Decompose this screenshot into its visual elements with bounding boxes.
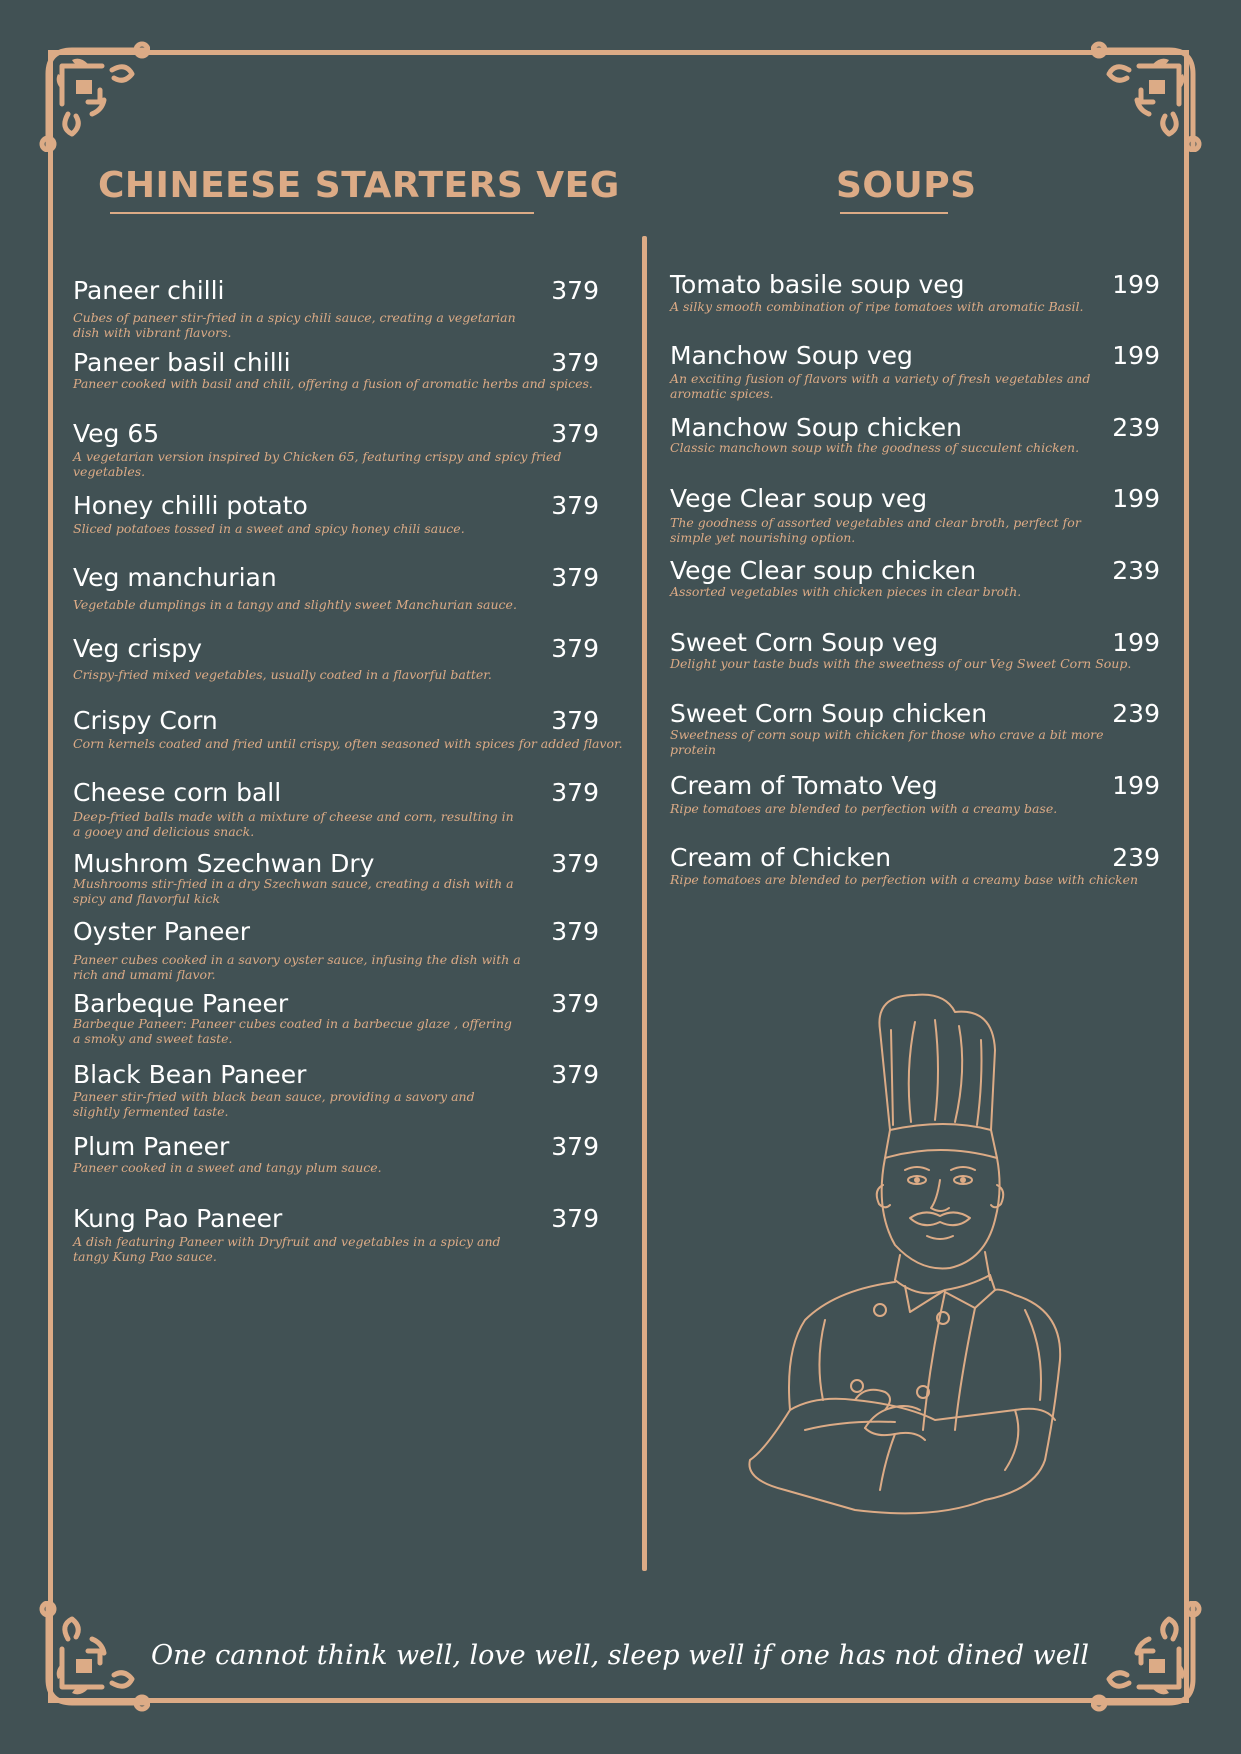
item-description: A silky smooth combination of ripe tomatoes with aromatic Basil. [670,299,1084,314]
item-description: Paneer cubes cooked in a savory oyster sauce, infusing the dish with a rich and umami flavor. [73,952,521,982]
item-price: 239 [1112,556,1160,585]
corner-ornament-icon [32,34,150,152]
item-name: Paneer basil chilli [73,348,291,377]
item-description: Sweetness of corn soup with chicken for those who crave a bit more protein [670,727,1104,757]
item-name: Mushrom Szechwan Dry [73,849,375,878]
item-price: 199 [1112,771,1160,800]
item-price: 379 [551,348,599,377]
item-price: 379 [551,706,599,735]
item-name: Sweet Corn Soup chicken [670,699,988,728]
column-divider [642,236,647,1571]
item-description: Vegetable dumplings in a tangy and slightly sweet Manchurian sauce. [73,597,517,612]
item-name: Cheese corn ball [73,778,282,807]
item-price: 379 [551,491,599,520]
item-description: Ripe tomatoes are blended to perfection with a creamy base with chicken [670,872,1139,887]
item-name: Tomato basile soup veg [670,270,965,299]
item-description: Paneer cooked in a sweet and tangy plum sauce. [73,1160,382,1175]
item-description: Delight your taste buds with the sweetness of our Veg Sweet Corn Soup. [670,656,1132,671]
item-name: Black Bean Paneer [73,1060,307,1089]
item-description: Paneer cooked with basil and chili, offering a fusion of aromatic herbs and spices. [73,376,593,391]
item-description: Barbeque Paneer: Paneer cubes coated in a barbecue glaze , offering a smoky and sweet taste. [73,1016,512,1046]
item-description: An exciting fusion of flavors with a variety of fresh vegetables and aromatic spices. [670,371,1091,401]
item-name: Paneer chilli [73,276,225,305]
item-price: 199 [1112,341,1160,370]
item-price: 199 [1112,628,1160,657]
title-underline [110,212,534,214]
item-description: Assorted vegetables with chicken pieces in clear broth. [670,584,1022,599]
item-description: Ripe tomatoes are blended to perfection with a creamy base. [670,801,1058,816]
item-name: Cream of Tomato Veg [670,771,938,800]
item-price: 199 [1112,270,1160,299]
chef-illustration-icon [745,990,1080,1530]
item-price: 239 [1112,413,1160,442]
item-name: Crispy Corn [73,706,218,735]
item-price: 379 [551,276,599,305]
item-price: 379 [551,634,599,663]
item-name: Kung Pao Paneer [73,1204,283,1233]
item-description: Cubes of paneer stir-fried in a spicy chili sauce, creating a vegetarian dish with vibrant flavors. [73,310,516,340]
item-description: Crispy-fried mixed vegetables, usually coated in a flavorful batter. [73,667,492,682]
item-price: 379 [551,563,599,592]
item-price: 379 [551,917,599,946]
item-description: Corn kernels coated and fried until crispy, often seasoned with spices for added flavor. [73,736,623,751]
item-name: Oyster Paneer [73,917,251,946]
item-price: 379 [551,1204,599,1233]
item-description: Classic manchown soup with the goodness of succulent chicken. [670,440,1080,455]
item-name: Veg 65 [73,419,160,448]
item-price: 379 [551,989,599,1018]
item-price: 239 [1112,843,1160,872]
item-name: Veg crispy [73,634,203,663]
title-underline [840,212,948,214]
item-description: A vegetarian version inspired by Chicken 65, featuring crispy and spicy fried vegetables. [73,449,562,479]
item-description: A dish featuring Paneer with Dryfruit and vegetables in a spicy and tangy Kung Pao sauce. [73,1234,501,1264]
item-name: Barbeque Paneer [73,989,289,1018]
item-name: Sweet Corn Soup veg [670,628,939,657]
item-price: 379 [551,778,599,807]
item-name: Manchow Soup chicken [670,413,962,442]
item-name: Cream of Chicken [670,843,892,872]
item-price: 379 [551,1132,599,1161]
item-price: 379 [551,1060,599,1089]
item-price: 199 [1112,484,1160,513]
corner-ornament-icon [1091,34,1209,152]
item-name: Vege Clear soup veg [670,484,928,513]
item-description: The goodness of assorted vegetables and clear broth, perfect for simple yet nourishing option. [670,515,1081,545]
item-description: Deep-fried balls made with a mixture of cheese and corn, resulting in a gooey and delicious snack. [73,809,514,839]
item-price: 379 [551,419,599,448]
item-price: 239 [1112,699,1160,728]
item-description: Paneer stir-fried with black bean sauce, providing a savory and slightly fermented taste. [73,1089,475,1119]
item-name: Veg manchurian [73,563,277,592]
item-description: Mushrooms stir-fried in a dry Szechwan sauce, creating a dish with a spicy and flavorful kick [73,876,514,906]
item-name: Honey chilli potato [73,491,308,520]
item-name: Plum Paneer [73,1132,230,1161]
section-title-starters: CHINEESE STARTERS VEG [98,165,620,206]
section-title-soups: SOUPS [836,165,977,206]
item-name: Vege Clear soup chicken [670,556,977,585]
item-name: Manchow Soup veg [670,341,913,370]
item-price: 379 [551,849,599,878]
item-description: Sliced potatoes tossed in a sweet and spicy honey chili sauce. [73,521,465,536]
footer-quote: One cannot think well, love well, sleep well if one has not dined well [151,1640,1089,1671]
